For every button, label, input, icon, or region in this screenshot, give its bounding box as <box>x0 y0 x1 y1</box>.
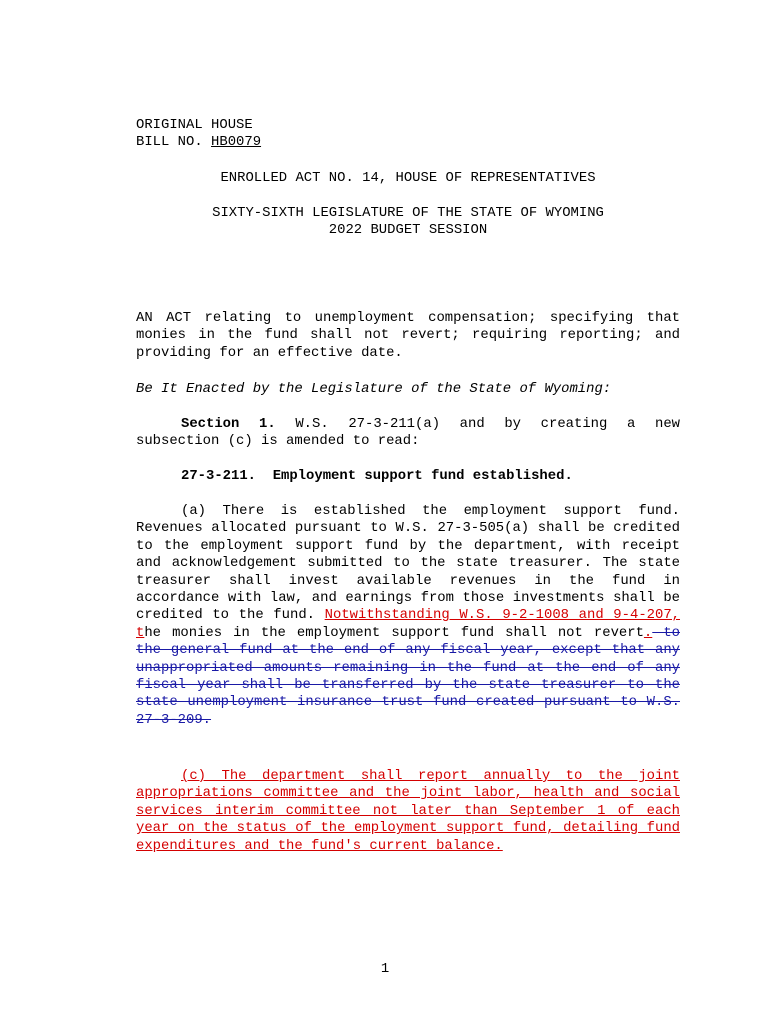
inserted-period: . <box>643 624 653 641</box>
subsection-c: (c) The department shall report annually to the joint appropriations committee and the joint labor, health and social services interim committee not later than September 1 of each year on the status of the employment support fund, detailing fund expenditures and the fund's current balance. <box>136 768 680 854</box>
inserted-text-notwithstanding: Notwithstanding W.S. 9-2-1008 and 9-4-207, t <box>136 607 680 641</box>
subsection-a <box>136 503 680 729</box>
section-1-text: W.S. 27-3-211(a) and by creating a new subsection (c) is amended to read: <box>136 416 680 450</box>
section-1-paragraph <box>136 416 680 451</box>
statute-heading: 27-3-211. Employment support fund established. <box>181 468 573 484</box>
legislature-name: SIXTY-SIXTH LEGISLATURE OF THE STATE OF WYOMING <box>212 205 604 221</box>
enrolled-act-line: ENROLLED ACT NO. 14, HOUSE OF REPRESENTATIVES <box>220 170 596 186</box>
deleted-text: to the general fund at the end of any fiscal year, except that any unappropriated amounts remaining in the fund at the end of any fiscal year shall be transferred by the state treasurer to the state unemployment insurance trust fund created pursuant to W.S. 27-3-209. <box>136 624 680 728</box>
session-name: 2022 BUDGET SESSION <box>328 222 488 239</box>
page-number: 1 <box>380 961 390 977</box>
act-title: AN ACT relating to unemployment compensation; specifying that monies in the fund shall not revert; requiring reporting; and providing for an effective date. <box>136 310 680 361</box>
legislature-block <box>136 205 680 240</box>
bill-number: HB0079 <box>211 134 262 151</box>
original-house-label: ORIGINAL HOUSE <box>136 117 253 133</box>
bill-header <box>136 117 680 152</box>
subsection-a-text-2: he monies in the employment support fund shall not revert <box>144 624 644 641</box>
bill-number-line <box>136 134 680 151</box>
bill-number-label: BILL NO. <box>136 134 212 151</box>
section-1-label: Section 1. <box>181 416 276 432</box>
subsection-a-text: (a) There is established the employment support fund. Revenues allocated pursuant to W.S. 27-3-505(a) shall be credited to the employment support fund by the department, with receipt and acknowledgement submitted to the state treasurer. The state treasurer shall invest available revenues in the fund in accordance with law, and earnings from those investments shall be credited to the fund. <box>136 503 680 624</box>
enacting-clause: Be It Enacted by the Legislature of the State of Wyoming: <box>136 381 612 397</box>
